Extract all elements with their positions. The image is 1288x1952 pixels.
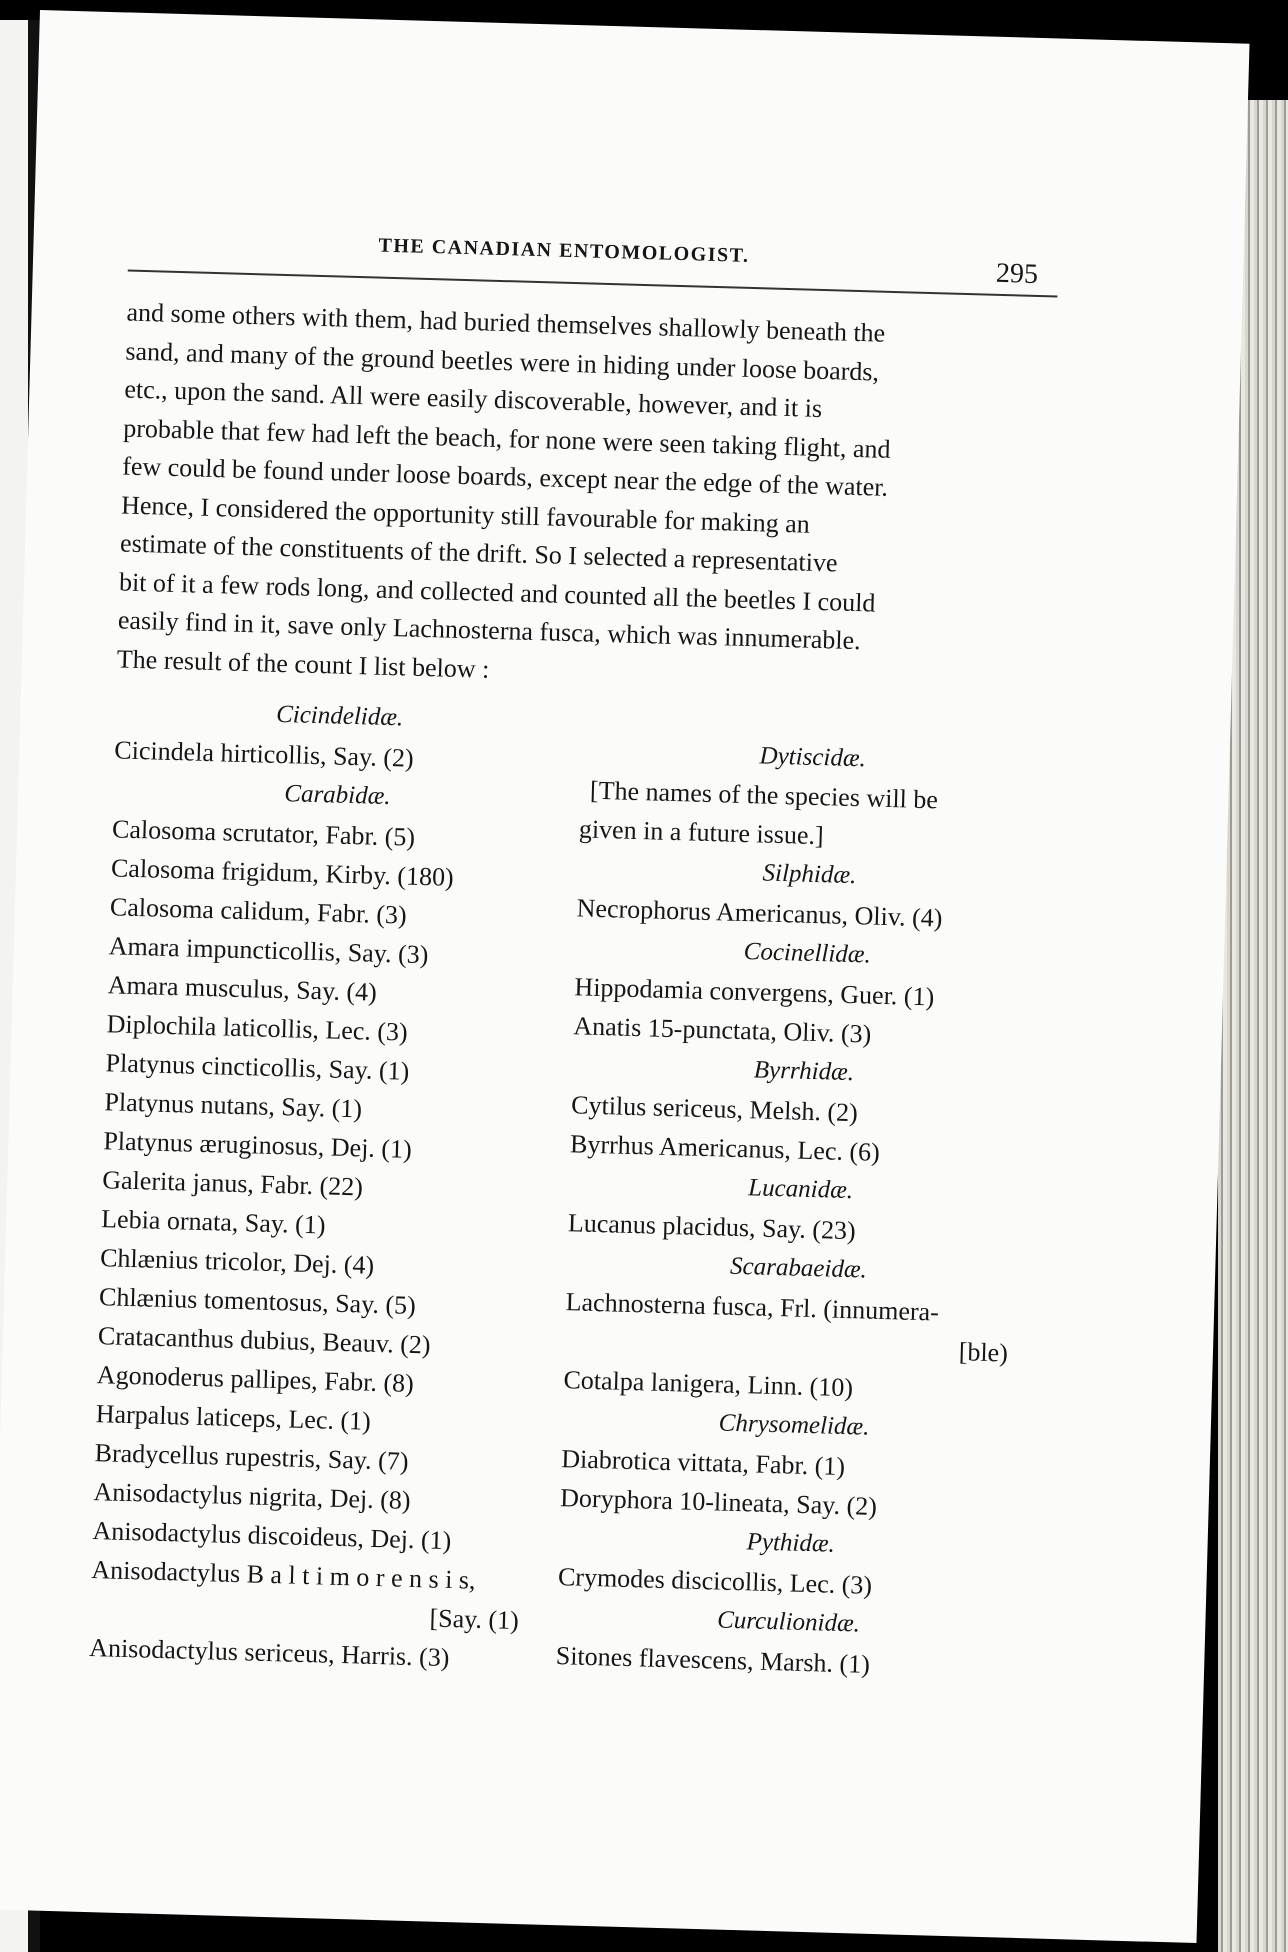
species-entry: Platynus æruginosus, Dej. (1) xyxy=(103,1126,413,1164)
species-entry: Sitones flavescens, Marsh. (1) xyxy=(555,1641,871,1679)
intro-paragraph xyxy=(116,294,1056,705)
species-entry: Lebia ornata, Say. (1) xyxy=(100,1204,326,1240)
text-line: bit of it a few rods long, and collected and counted all the beetles I could xyxy=(118,566,876,618)
family-heading: Cocinellidæ. xyxy=(743,938,872,969)
editorial-note: [The names of the species will be xyxy=(589,775,939,815)
species-entry: Anisodactylus discoideus, Dej. (1) xyxy=(92,1516,452,1556)
species-list xyxy=(89,690,1046,1693)
species-entry-continuation: [Say. (1) xyxy=(429,1603,520,1635)
book-page xyxy=(0,10,1250,1943)
family-heading: Silphidæ. xyxy=(762,859,857,890)
page-number: 295 xyxy=(995,257,1039,290)
family-heading: Scarabaeidæ. xyxy=(729,1252,868,1284)
journal-title: THE CANADIAN ENTOMOLOGIST. xyxy=(378,234,750,267)
page-content xyxy=(89,228,1059,1693)
species-entry: Chlænius tomentosus, Say. (5) xyxy=(98,1282,417,1320)
species-entry: Amara musculus, Say. (4) xyxy=(107,970,378,1007)
species-entry: Lachnosterna fusca, Frl. (innumera- xyxy=(565,1287,940,1327)
family-heading: Lucanidæ. xyxy=(747,1174,854,1205)
species-entry: Platynus cincticollis, Say. (1) xyxy=(105,1048,410,1086)
species-entry: Doryphora 10-lineata, Say. (2) xyxy=(559,1483,878,1521)
family-heading: Dytiscidæ. xyxy=(759,742,867,773)
species-entry: Platynus nutans, Say. (1) xyxy=(104,1087,363,1124)
species-entry: Lucanus placidus, Say. (23) xyxy=(567,1208,857,1246)
species-entry: Diplochila laticollis, Lec. (3) xyxy=(106,1009,409,1047)
species-entry: Byrrhus Americanus, Lec. (6) xyxy=(569,1129,881,1167)
species-entry: Amara impuncticollis, Say. (3) xyxy=(108,931,429,970)
text-line: probable that few had left the beach, for none were seen taking flight, and xyxy=(122,412,891,464)
family-heading: Cicindelidæ. xyxy=(275,700,404,732)
text-line: sand, and many of the ground beetles were in hiding under loose boards, xyxy=(125,336,880,387)
text-line: estimate of the constituents of the drift. So I selected a representative xyxy=(119,528,838,578)
family-heading: Curculionidæ. xyxy=(716,1606,861,1638)
running-head xyxy=(128,228,1059,294)
species-entry: Anisodactylus nigrita, Dej. (8) xyxy=(93,1477,411,1515)
species-entry: Calosoma frigidum, Kirby. (180) xyxy=(110,853,455,892)
species-entry: Cicindela hirticollis, Say. (2) xyxy=(113,735,415,773)
species-entry: Chlænius tricolor, Dej. (4) xyxy=(99,1243,375,1280)
header-rule xyxy=(128,270,1058,298)
species-entry: Agonoderus pallipes, Fabr. (8) xyxy=(96,1360,415,1398)
species-entry: Galerita janus, Fabr. (22) xyxy=(101,1165,364,1202)
editorial-note: given in a future issue.] xyxy=(578,814,825,851)
species-entry: Anisodactylus sericeus, Harris. (3) xyxy=(88,1633,450,1673)
text-line: easily find in it, save only Lachnosterna fusca, which was innumerable. xyxy=(117,605,862,656)
family-heading: Carabidæ. xyxy=(283,780,391,811)
text-line: Hence, I considered the opportunity still favourable for making an xyxy=(120,489,811,539)
text-line: few could be found under loose boards, except near the edge of the water. xyxy=(121,451,889,502)
left-column xyxy=(89,690,565,1679)
species-entry: Harpalus laticeps, Lec. (1) xyxy=(95,1399,372,1436)
species-entry: Calosoma scrutator, Fabr. (5) xyxy=(111,814,416,852)
species-entry: Cytilus sericeus, Melsh. (2) xyxy=(570,1090,859,1128)
family-heading: Pythidæ. xyxy=(746,1528,836,1558)
species-entry: Calosoma calidum, Fabr. (3) xyxy=(109,892,408,930)
species-entry-continuation: [ble) xyxy=(958,1337,1009,1368)
text-line: etc., upon the sand. All were easily discoverable, however, and it is xyxy=(124,374,823,423)
species-entry: Necrophorus Americanus, Oliv. (4) xyxy=(576,893,943,933)
right-column xyxy=(555,731,1045,1693)
species-entry: Anisodactylus B a l t i m o r e n s i s, xyxy=(91,1555,476,1595)
text-line: and some others with them, had buried themselves shallowly beneath the xyxy=(126,297,886,348)
species-entry: Anatis 15-punctata, Oliv. (3) xyxy=(573,1011,872,1049)
family-heading: Chrysomelidæ. xyxy=(718,1409,870,1441)
family-heading: Byrrhidæ. xyxy=(753,1056,855,1087)
text-line: The result of the count I list below : xyxy=(116,643,490,684)
species-entry: Crymodes discicollis, Lec. (3) xyxy=(557,1562,873,1600)
species-entry: Bradycellus rupestris, Say. (7) xyxy=(94,1438,409,1476)
species-entry: Cotalpa lanigera, Linn. (10) xyxy=(563,1365,854,1403)
species-entry: Cratacanthus dubius, Beauv. (2) xyxy=(97,1321,431,1360)
species-entry: Diabrotica vittata, Fabr. (1) xyxy=(560,1444,846,1482)
species-entry: Hippodamia convergens, Guer. (1) xyxy=(574,972,935,1012)
